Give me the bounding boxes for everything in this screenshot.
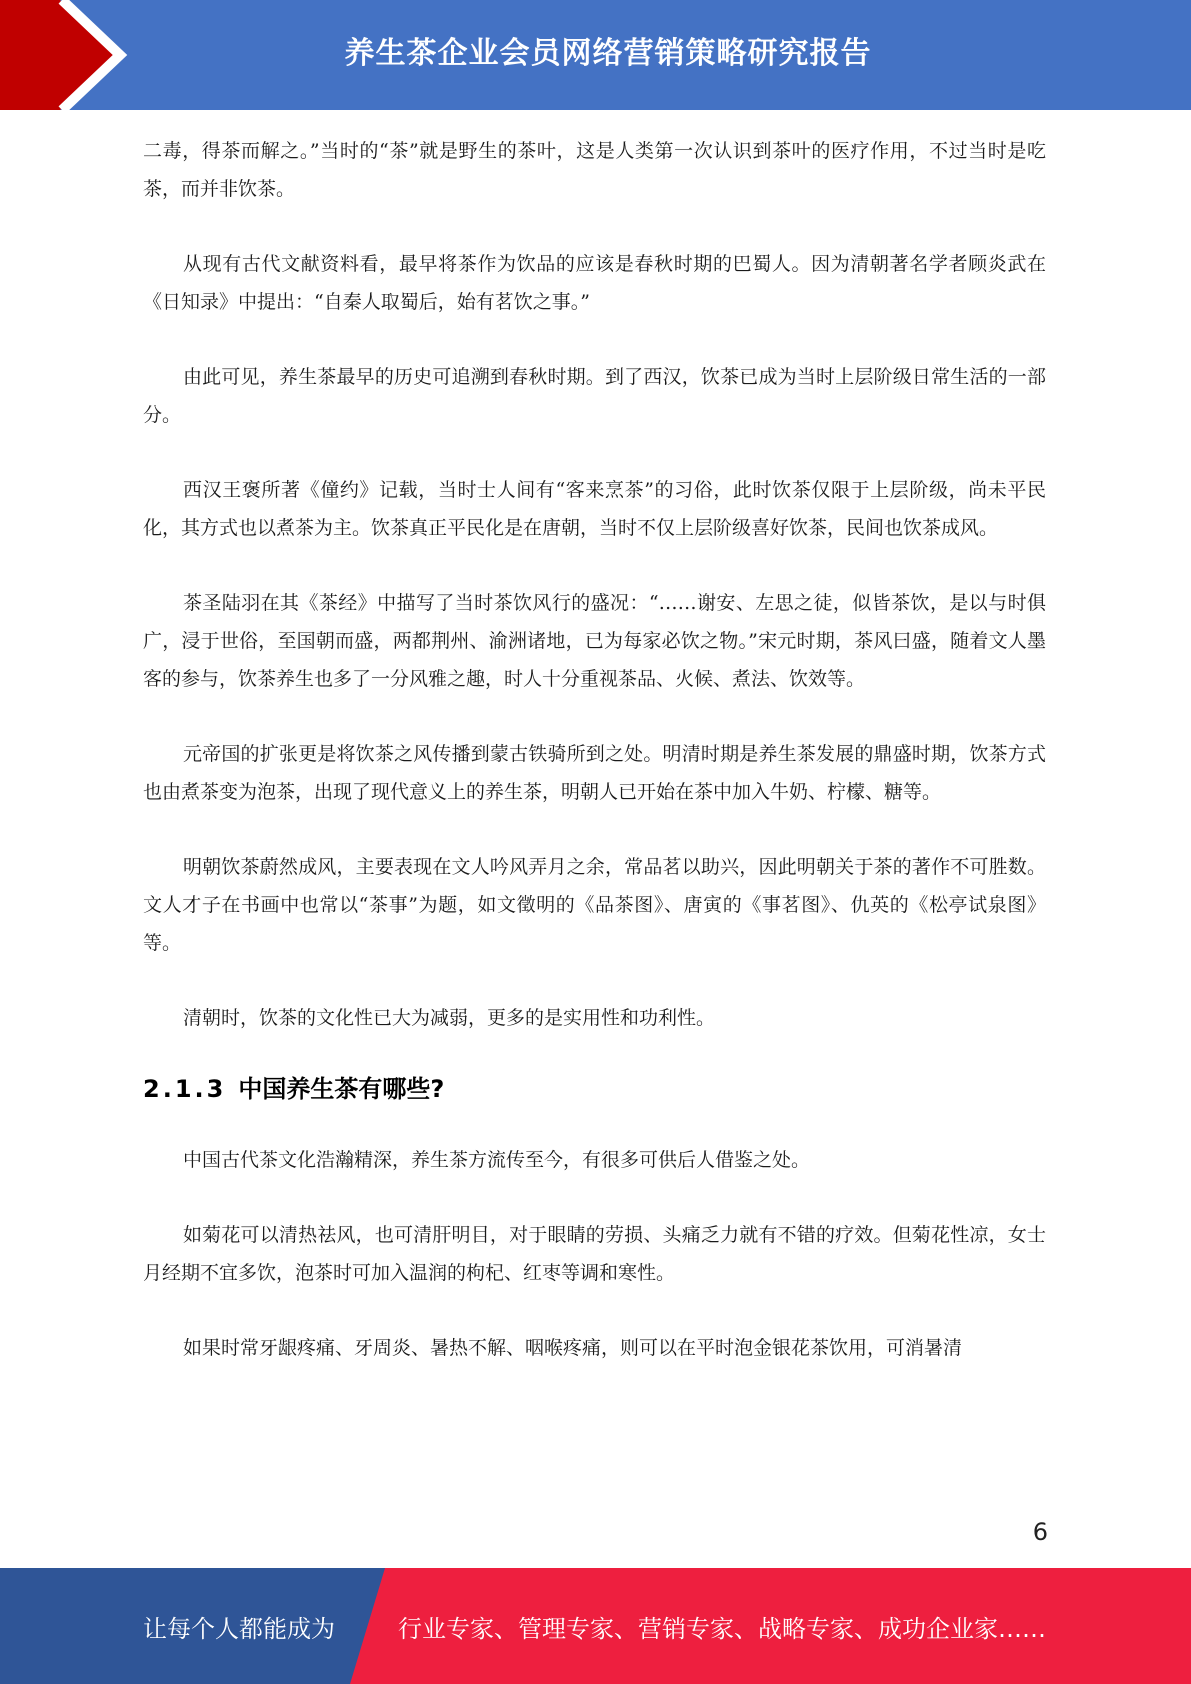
- paragraph: 二毒，得茶而解之。”当时的“茶”就是野生的茶叶，这是人类第一次认识到茶叶的医疗作用，不过当时是吃茶，而并非饮茶。: [143, 140, 1046, 200]
- paragraph: 茶圣陆羽在其《茶经》中描写了当时茶饮风行的盛况：“……谢安、左思之徒，似皆茶饮，是以与时俱广，浸于世俗，至国朝而盛，两都荆州、渝洲诸地，已为每家必饮之物。”宋元时期，茶风曰盛，随着文人墨客的参与，饮茶养生也多了一分风雅之趣，时人十分重视茶品、火候、煮法、饮效等。: [143, 592, 1046, 690]
- section-number: 2.1.3: [143, 1075, 227, 1103]
- paragraph: 明朝饮茶蔚然成风，主要表现在文人吟风弄月之余，常品茗以助兴，因此明朝关于茶的著作不可胜数。文人才子在书画中也常以“茶事”为题，如文徵明的《品茶图》、唐寅的《事茗图》、仇英的《松亭试泉图》等。: [143, 856, 1046, 954]
- paragraph: 西汉王褒所著《僮约》记载，当时士人间有“客来烹茶”的习俗，此时饮茶仅限于上层阶级，尚未平民化，其方式也以煮茶为主。饮茶真正平民化是在唐朝，当时不仅上层阶级喜好饮茶，民间也饮茶成风。: [143, 479, 1046, 539]
- footer-slogan-left: 让每个人都能成为: [143, 1614, 335, 1643]
- page-header: [0, 0, 1191, 110]
- section-title: 中国养生茶有哪些?: [238, 1075, 445, 1103]
- footer-slogan-right: 行业专家、管理专家、营销专家、战略专家、成功企业家……: [398, 1614, 1046, 1643]
- paragraph: 如菊花可以清热祛风，也可清肝明目，对于眼睛的劳损、头痛乏力就有不错的疗效。但菊花性凉，女士月经期不宜多饮，泡茶时可加入温润的枸杞、红枣等调和寒性。: [143, 1224, 1046, 1284]
- page-footer: [0, 1568, 1191, 1684]
- page-number: 6: [1032, 1518, 1048, 1546]
- paragraph: 由此可见，养生茶最早的历史可追溯到春秋时期。到了西汉，饮茶已成为当时上层阶级日常生活的一部分。: [143, 366, 1046, 426]
- paragraph: 从现有古代文献资料看，最早将茶作为饮品的应该是春秋时期的巴蜀人。因为清朝著名学者顾炎武在《日知录》中提出：“自秦人取蜀后，始有茗饮之事。”: [143, 253, 1046, 313]
- paragraph: 如果时常牙龈疼痛、牙周炎、暑热不解、咽喉疼痛，则可以在平时泡金银花茶饮用，可消暑清: [183, 1337, 963, 1359]
- document-title: 养生茶企业会员网络营销策略研究报告: [344, 36, 872, 71]
- paragraph: 清朝时，饮茶的文化性已大为减弱，更多的是实用性和功利性。: [183, 1007, 716, 1029]
- paragraph: 元帝国的扩张更是将饮茶之风传播到蒙古铁骑所到之处。明清时期是养生茶发展的鼎盛时期，饮茶方式也由煮茶变为泡茶，出现了现代意义上的养生茶，明朝人已开始在茶中加入牛奶、柠檬、糖等。: [143, 743, 1046, 803]
- section-heading: [143, 1071, 1046, 1107]
- paragraph: 中国古代茶文化浩瀚精深，养生茶方流传至今，有很多可供后人借鉴之处。: [183, 1149, 811, 1171]
- document-body: [143, 132, 1046, 1367]
